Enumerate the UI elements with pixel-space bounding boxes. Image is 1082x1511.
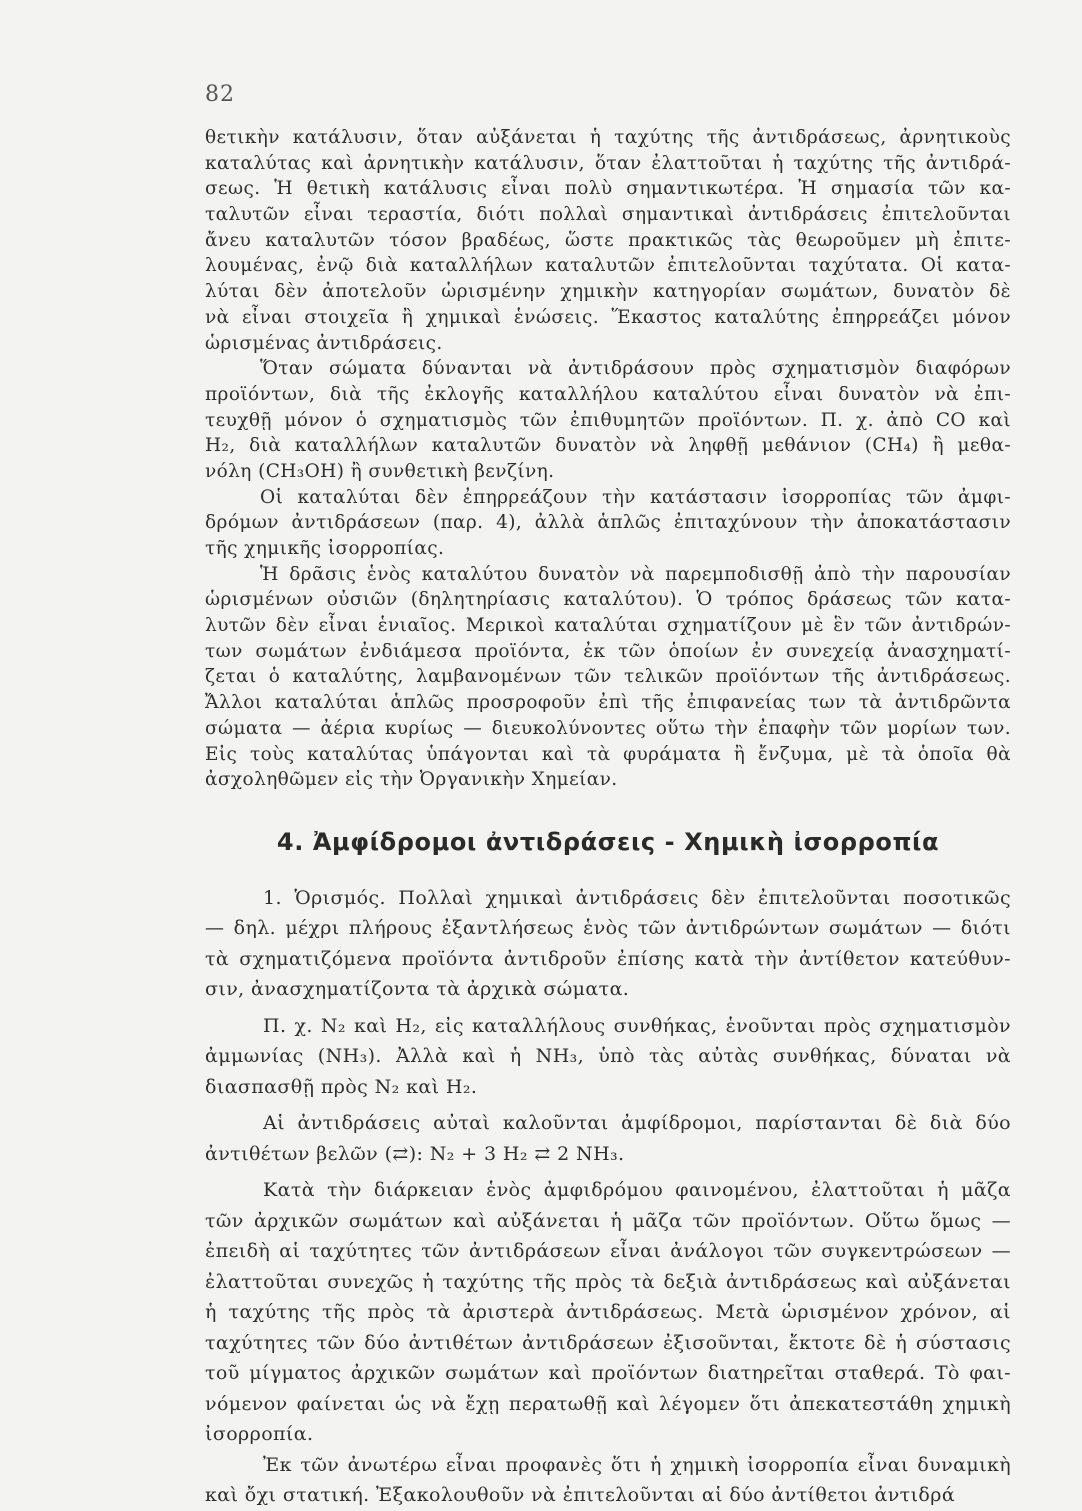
text-line: θετικὴν κατάλυσιν, ὅταν αὐξάνεται ἡ ταχύτης τῆς ἀντιδράσεως, ἀρνητικοὺς [205,127,1011,148]
text-line: Ἐκ τῶν ἀνωτέρω εἶναι προφανὲς ὅτι ἡ χημικὴ ἰσορροπία εἶναι δυναμικὴ [263,1453,1011,1476]
section-heading: 4. Ἀμφίδρομοι ἀντιδράσεις - Χημικὴ ἰσορροπία [276,827,940,856]
text-line: λύται δὲν ἀποτελοῦν ὡρισμένην χημικὴν κατηγορίαν σωμάτων, δυνατὸν δὲ [205,281,1011,303]
paragraph-catalysis [205,125,1011,793]
text-line: προϊόντων, διὰ τῆς ἐκλογῆς καταλλήλου καταλύτου εἶναι δυνατὸν νὰ ἐπι- [205,383,1011,405]
text-line: Ἡ δρᾶσις ἑνὸς καταλύτου δυνατὸν νὰ παρεμποδισθῇ ἀπὸ τὴν παρουσίαν [260,563,1011,585]
text-line: τὰ σχηματιζόμενα προϊόντα ἀντιδροῦν ἐπίσης κατὰ τὴν ἀντίθετον κατεύθυν- [205,947,1011,970]
text-line: σεως. Ἡ θετικὴ κατάλυσις εἶναι πολὺ σημαντικωτέρα. Ἡ σημασία τῶν κα- [205,178,1011,200]
text-line: λυτῶν δὲν εἶναι ἑνιαῖος. Μερικοὶ καταλύται σχηματίζουν μὲ ἓν τῶν ἀντιδρών- [205,615,1011,637]
text-line: δρόμων ἀντιδράσεων (παρ. 4), ἀλλὰ ἁπλῶς ἐπιταχύνουν τὴν ἀποκατάστασιν [205,512,1011,534]
text-line: ἐπειδὴ αἱ ταχύτητες τῶν ἀντιδράσεων εἶναι ἀνάλογοι τῶν συγκεντρώσεων — [205,1240,1011,1263]
text-line: των σωμάτων ἐνδιάμεσα προϊόντα, ἐκ τῶν ὁποίων ἐν συνεχείᾳ ἀνασχηματί- [205,640,1011,662]
text-line: 1. Ὁρισμός. Πολλαὶ χημικαὶ ἀντιδράσεις δὲν ἐπιτελοῦνται ποσοτικῶς [263,886,1011,909]
text-line: νόλη (CH₃OH) ἢ συνθετικὴ βενζίνη. [205,460,555,482]
text-line: νὰ εἶναι στοιχεῖα ἢ χημικαὶ ἑνώσεις. Ἕκαστος καταλύτης ἐπηρρεάζει μόνον [205,306,1011,328]
text-line: ὡρισμένων οὐσιῶν (δηλητηρίασις καταλύτου). Ὁ τρόπος δράσεως τῶν κατα- [205,589,1011,611]
text-line: ἐλαττοῦται συνεχῶς ἡ ταχύτης τῆς πρὸς τὰ δεξιὰ ἀντιδράσεως καὶ αὐξάνεται [205,1270,1011,1293]
text-line: καὶ ὄχι στατική. Ἐξακολουθοῦν νὰ ἐπιτελοῦνται αἱ δύο ἀντίθετοι ἀντιδρά [205,1484,956,1507]
text-line: ἰσορροπία. [205,1423,314,1446]
text-line: Οἱ καταλύται δὲν ἐπηρρεάζουν τὴν κατάστασιν ἰσορροπίας τῶν ἀμφι- [260,486,1011,508]
text-line: ἡ ταχύτης τῆς πρὸς τὰ ἀριστερὰ ἀντιδράσεως. Μετὰ ὡρισμένον χρόνον, αἱ [205,1301,1011,1324]
text-line: ταλυτῶν εἶναι τεραστία, διότι πολλαὶ σημαντικαὶ ἀντιδράσεις ἐπιτελοῦνται [205,204,1011,226]
text-line: ἀμμωνίας (NH₃). Ἀλλὰ καὶ ἡ NH₃, ὑπὸ τὰς αὐτὰς συνθήκας, δύναται νὰ [205,1045,1011,1068]
text-line: νόμενον φαίνεται ὡς νὰ ἔχῃ περατωθῇ καὶ λέγομεν ὅτι ἀπεκατεστάθη χημικὴ [205,1392,1011,1415]
text-line: Ἄλλοι καταλύται ἁπλῶς προσροφοῦν ἐπὶ τῆς ἐπιφανείας των τὰ ἀντιδρῶντα [205,692,1011,714]
text-line: τοῦ μίγματος ἀρχικῶν σωμάτων καὶ προϊόντων διατηρεῖται σταθερά. Τὸ φαι- [205,1362,1011,1385]
text-line: H₂, διὰ καταλλήλων καταλυτῶν δυνατὸν νὰ ληφθῇ μεθάνιον (CH₄) ἢ μεθα- [205,435,1011,457]
text-line: Π. χ. N₂ καὶ H₂, εἰς καταλλήλους συνθήκας, ἑνοῦνται πρὸς σχηματισμὸν [263,1014,1011,1037]
text-line: Αἱ ἀντιδράσεις αὐταὶ καλοῦνται ἀμφίδρομοι, παρίστανται δὲ διὰ δύο [263,1112,1011,1135]
text-line: ζεται ὁ καταλύτης, λαμβανομένων τῶν τελικῶν προϊόντων τῆς ἀντιδράσεως. [205,666,1011,688]
equation-line: ἀντιθέτων βελῶν (⇄): N₂ + 3 H₂ ⇄ 2 NH₃. [205,1142,625,1165]
text-column [205,125,1011,1511]
page-number: 82 [205,82,235,107]
text-line: τῆς χημικῆς ἰσορροπίας. [205,538,445,559]
text-line: Κατὰ τὴν διάρκειαν ἑνὸς ἀμφιδρόμου φαινομένου, ἐλαττοῦται ἡ μᾶζα [263,1179,1011,1202]
text-line: τῶν ἀρχικῶν σωμάτων καὶ αὐξάνεται ἡ μᾶζα τῶν προϊόντων. Οὕτω ὅμως — [205,1209,1011,1232]
text-line: λουμένας, ἐνῷ διὰ καταλλήλων καταλυτῶν ἐπιτελοῦνται ταχύτατα. Οἱ κατα- [205,255,1011,277]
text-line: Εἰς τοὺς καταλύτας ὑπάγονται καὶ τὰ φυράματα ἢ ἔνζυμα, μὲ τὰ ὁποῖα θὰ [205,743,1011,765]
section-body [205,883,1011,1511]
text-line: σώματα — ἀέρια κυρίως — διευκολύνοντες οὕτω τὴν ἐπαφὴν τῶν μορίων των. [205,717,1011,739]
text-line: ἀσχοληθῶμεν εἰς τὴν Ὀργανικὴν Χημείαν. [205,769,618,791]
text-line: τευχθῇ μόνον ὁ σχηματισμὸς τῶν ἐπιθυμητῶν προϊόντων. Π. χ. ἀπὸ CO καὶ [205,409,1011,431]
text-line: διασπασθῇ πρὸς N₂ καὶ H₂. [205,1075,478,1098]
text-line: ταχύτητες τῶν δύο ἀντιθέτων ἀντιδράσεων ἐξισοῦνται, ἔκτοτε δὲ ἡ σύστασις [205,1331,1011,1354]
text-line: ὡρισμένας ἀντιδράσεις. [205,332,443,354]
text-line: — δηλ. μέχρι πλήρους ἐξαντλήσεως ἑνὸς τῶν ἀντιδρώντων σωμάτων — διότι [205,917,1011,940]
text-line: σιν, ἀνασχηματίζοντα τὰ ἀρχικὰ σώματα. [205,978,630,1001]
text-line: Ὅταν σώματα δύνανται νὰ ἀντιδράσουν πρὸς σχηματισμὸν διαφόρων [260,358,1011,380]
text-line: ἄνευ καταλυτῶν τόσον βραδέως, ὥστε πρακτικῶς τὰς θεωροῦμεν μὴ ἐπιτε- [205,229,1011,251]
text-line: καταλύτας καὶ ἀρνητικὴν κατάλυσιν, ὅταν ἐλαττοῦται ἡ ταχύτης τῆς ἀντιδρά- [205,152,1011,174]
